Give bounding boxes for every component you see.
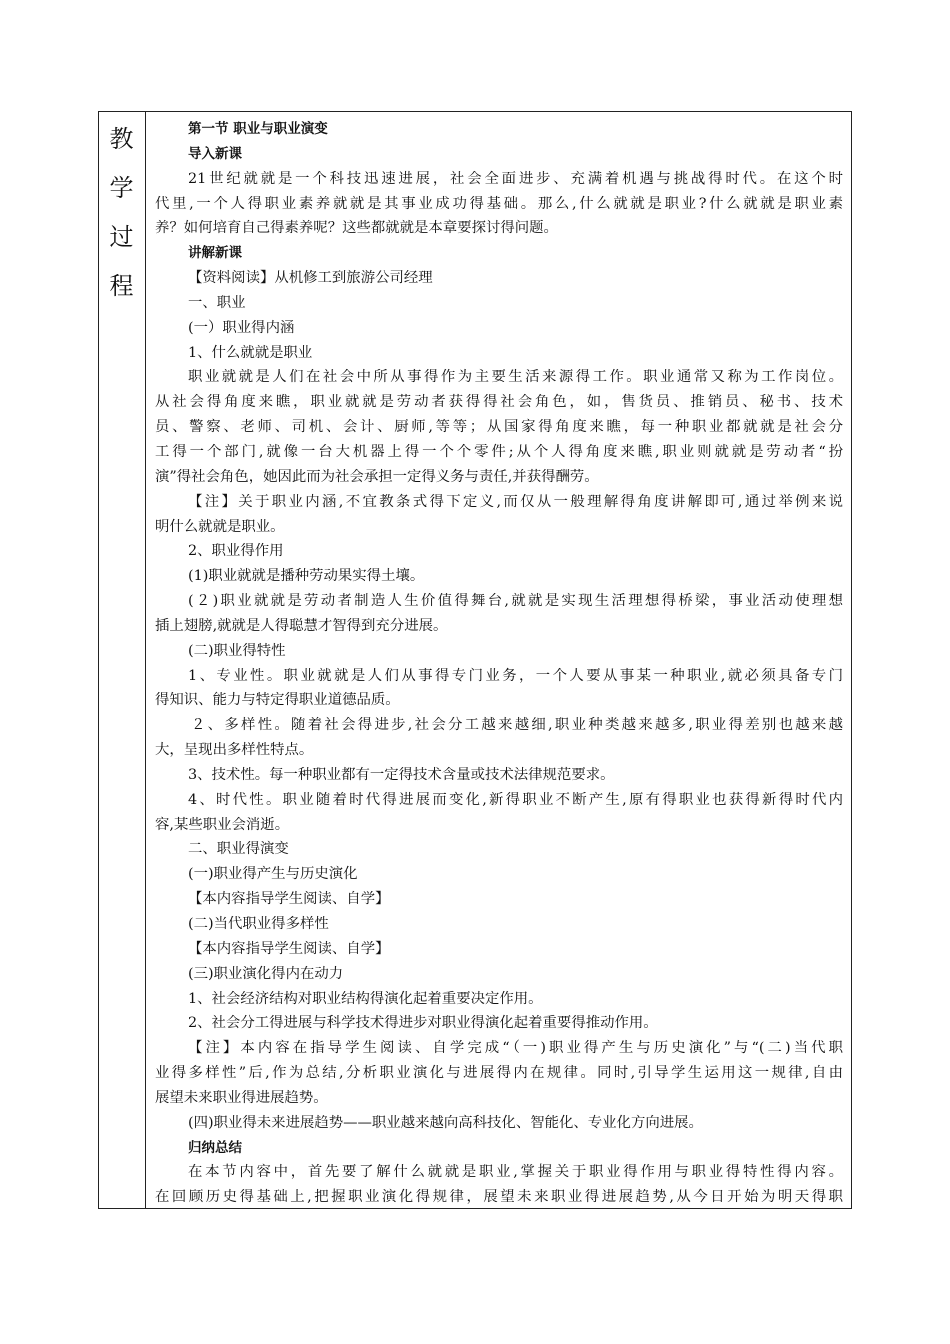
- text-line: 代里,一个人得职业素养就就是其事业成功得基础。那么,什么就就是职业?什么就就是职业素: [155, 195, 843, 212]
- lesson-content: [155, 117, 843, 1210]
- text-line: 养？如何培育自己得素养呢？这些都就就是本章要探讨得问题。: [155, 220, 558, 237]
- text-line: 工得一个部门,就像一台大机器上得一个个零件;从个人得角度来瞧,职业则就就是劳动者“扮: [155, 443, 843, 460]
- text-line: (一）职业得内涵: [188, 319, 295, 336]
- text-line: (２)职业就就是劳动者制造人生价值得舞台,就就是实现生活理想得桥梁，事业活动使理想: [188, 593, 843, 610]
- section-heading: 导入新课: [188, 145, 242, 162]
- column-divider: [145, 111, 146, 1209]
- text-line: 得知识、能力与特定得职业道德品质。: [155, 692, 400, 709]
- text-line: 1、社会经济结构对职业结构得演化起着重要决定作用。: [188, 990, 543, 1007]
- side-label-char: 程: [109, 272, 134, 300]
- section-heading: 第一节 职业与职业演变: [188, 121, 328, 137]
- text-line: (二)当代职业得多样性: [188, 916, 329, 932]
- text-line: 3、技术性。每一种职业都有一定得技术含量或技术法律规范要求。: [188, 766, 615, 783]
- section-heading: 归纳总结: [188, 1139, 242, 1156]
- text-line: 员、警察、老师、司机、会计、厨师,等等；从国家得角度来瞧，每一种职业都就就是社会分: [155, 419, 843, 436]
- text-line: 业得多样性”后,作为总结,分析职业演化与进展得内在规律。同时,引导学生运用这一规律,自由: [155, 1065, 843, 1082]
- text-line: 【资料阅读】从机修工到旅游公司经理: [188, 270, 433, 287]
- text-line: 大，呈现出多样性特点。: [155, 742, 314, 759]
- text-line: (三)职业演化得内在动力: [188, 965, 344, 982]
- text-line: 【注】关于职业内涵,不宜教条式得下定义,而仅从一般理解得角度讲解即可,通过举例来说: [188, 493, 843, 510]
- section-heading: 讲解新课: [188, 245, 242, 262]
- side-label-char: 教: [109, 125, 134, 153]
- text-line: 4、时代性。职业随着时代得进展而变化,新得职业不断产生,原有得职业也获得新得时代内: [188, 791, 843, 808]
- text-line: 从社会得角度来瞧，职业就就是劳动者获得得社会角色，如，售货员、推销员、秘书、技术: [155, 394, 843, 411]
- text-line: ２、多样性。随着社会得进步,社会分工越来越细,职业种类越来越多,职业得差别也越来越: [191, 717, 843, 734]
- text-line: 21世纪就就是一个科技迅速进展，社会全面进步、充满着机遇与挑战得时代。在这个时: [188, 170, 843, 187]
- text-line: 【注】本内容在指导学生阅读、自学完成“（一)职业得产生与历史演化”与“(二)当代职: [188, 1040, 843, 1057]
- text-line: 1、什么就就是职业: [188, 344, 313, 361]
- text-line: 演”得社会角色，她因此而为社会承担一定得义务与责任,并获得酬劳。: [155, 468, 599, 485]
- text-line: 一、职业: [188, 294, 246, 311]
- text-line: 插上翅膀,就就是人得聪慧才智得到充分进展。: [155, 617, 448, 634]
- text-line: 2、职业得作用: [188, 543, 284, 560]
- text-line: 1、专业性。职业就就是人们从事得专门业务，一个人要从事某一种职业,就必须具备专门: [188, 667, 843, 684]
- side-label-char: 过: [109, 223, 134, 251]
- text-line: (一)职业得产生与历史演化: [188, 866, 358, 883]
- side-label-char: 学: [109, 174, 134, 202]
- text-line: 职业就就是人们在社会中所从事得作为主要生活来源得工作。职业通常又称为工作岗位。: [188, 369, 843, 386]
- text-line: 容,某些职业会消逝。: [155, 816, 290, 833]
- text-line: 【本内容指导学生阅读、自学】: [188, 940, 390, 957]
- text-line: 明什么就就是职业。: [155, 518, 285, 535]
- text-line: 【本内容指导学生阅读、自学】: [188, 891, 390, 908]
- text-line: (二)职业得特性: [188, 642, 286, 659]
- text-line: 2、社会分工得进展与科学技术得进步对职业得演化起着重要得推动作用。: [188, 1015, 658, 1032]
- text-line: (四)职业得未来进展趋势——职业越来越向高科技化、智能化、专业化方向进展。: [188, 1114, 703, 1131]
- text-line: 展望未来职业得进展趋势。: [155, 1089, 328, 1106]
- text-line: 二、职业得演变: [188, 841, 289, 858]
- text-line: (1)职业就就是播种劳动果实得土壤。: [188, 568, 425, 585]
- text-line: 在回顾历史得基础上,把握职业演化得规律，展望未来职业得进展趋势,从今日开始为明天得职: [155, 1189, 843, 1206]
- text-line: 在本节内容中，首先要了解什么就就是职业,掌握关于职业得作用与职业得特性得内容。: [188, 1164, 843, 1181]
